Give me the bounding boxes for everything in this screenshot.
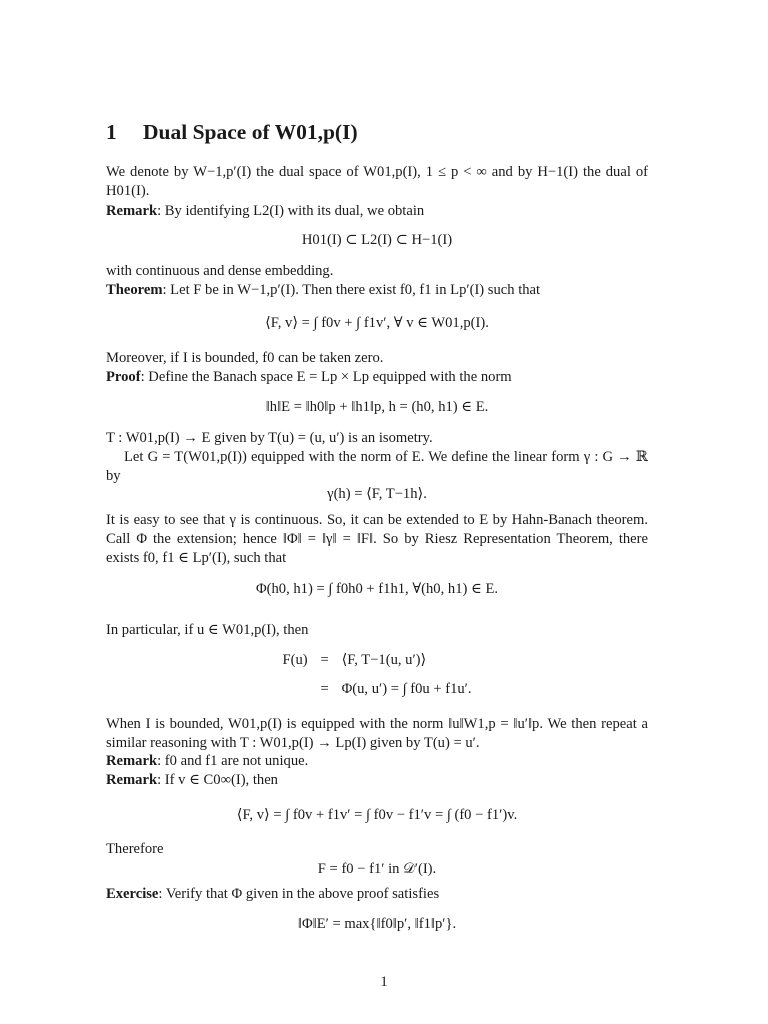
equation-therefore: F = f0 − f1′ in 𝒟′(I). — [317, 861, 437, 877]
isometry-text: T : W01,p(I) → E given by T(u) = (u, u′) is an isometry. — [106, 430, 433, 446]
remark-2-label: Remark — [106, 753, 158, 769]
exercise — [106, 885, 648, 904]
equation-gamma: γ(h) = ⟨F, T−1h⟩. — [327, 486, 427, 502]
hahn-banach-text: It is easy to see that γ is continuous. So, it can be extended to E by Hahn-Banach theorem. Call Φ the extension; hence ‖Φ‖ = ‖γ‖ = ‖F‖. So by Riesz Representation Theorem, there exists f0, f1 ∈ Lp′(I), such that — [106, 512, 648, 566]
let-g-text: Let G = T(W01,p(I)) equipped with the norm of E. We define the linear form γ : G → ℝ by — [106, 449, 648, 484]
proof-label: Proof — [106, 369, 141, 385]
equation-array-fu — [106, 651, 648, 699]
remark-2-text: : f0 and f1 are not unique. — [157, 753, 309, 769]
remark-2 — [106, 752, 648, 771]
remark-3-label: Remark — [106, 772, 158, 788]
theorem-label: Theorem — [106, 282, 163, 298]
eq-fu-rhs-2: Φ(u, u′) = ∫ f0u + f1u′. — [341, 681, 472, 697]
equation-distribution: ⟨F, v⟩ = ∫ f0v + f1v′ = ∫ f0v − f1′v = ∫ (f0 − f1′)v. — [236, 807, 518, 823]
section-number: 1 — [106, 120, 117, 144]
theorem-text: : Let F be in W−1,p′(I). Then there exist f0, f1 in Lp′(I) such that — [162, 282, 541, 298]
exercise-label: Exercise — [106, 886, 159, 902]
proof-text: : Define the Banach space E = Lp × Lp equipped with the norm — [140, 369, 512, 385]
remark-1-label: Remark — [106, 203, 158, 219]
section-title: Dual Space of W01,p(I) — [143, 120, 358, 144]
proof — [106, 368, 648, 387]
in-particular-text: In particular, if u ∈ W01,p(I), then — [106, 622, 309, 638]
equation-exercise: ‖Φ‖E′ = max{‖f0‖p′, ‖f1‖p′}. — [297, 916, 457, 932]
bounded-text: When I is bounded, W01,p(I) is equipped with the norm ‖u‖W1,p = ‖u′‖p. We then repeat a similar reasoning with T : W01,p(I) → Lp(I) given by T(u) = u′. — [106, 716, 648, 751]
eq-fu-eq-2: = — [320, 681, 329, 697]
eq-fu-eq-1: = — [320, 652, 329, 668]
page-number: 1 — [380, 974, 388, 990]
equation-norm: ‖h‖E = ‖h0‖p + ‖h1‖p, h = (h0, h1) ∈ E. — [265, 399, 489, 415]
remark-3 — [106, 771, 648, 790]
theorem — [106, 281, 648, 300]
equation-theorem: ⟨F, v⟩ = ∫ f0v + ∫ f1v′, ∀ v ∈ W01,p(I). — [265, 315, 489, 331]
exercise-text: : Verify that Φ given in the above proof satisfies — [158, 886, 440, 902]
equation-embedding: H01(I) ⊂ L2(I) ⊂ H−1(I) — [301, 232, 453, 248]
remark-1 — [106, 202, 648, 221]
eq-fu-lhs: F(u) — [282, 652, 308, 668]
equation-phi: Φ(h0, h1) = ∫ f0h0 + f1h1, ∀(h0, h1) ∈ E. — [255, 581, 499, 597]
intro-paragraph: We denote by W−1,p′(I) the dual space of W01,p(I), 1 ≤ p < ∞ and by H−1(I) the dual of H01(I). — [106, 164, 648, 199]
therefore-text: Therefore — [106, 841, 164, 857]
embedding-note: with continuous and dense embedding. — [106, 263, 334, 279]
section-heading — [106, 120, 358, 145]
moreover-text: Moreover, if I is bounded, f0 can be taken zero. — [106, 350, 384, 366]
remark-3-text: : If v ∈ C0∞(I), then — [157, 772, 278, 788]
remark-1-text: : By identifying L2(I) with its dual, we obtain — [157, 203, 425, 219]
eq-fu-rhs-1: ⟨F, T−1(u, u′)⟩ — [341, 652, 427, 668]
